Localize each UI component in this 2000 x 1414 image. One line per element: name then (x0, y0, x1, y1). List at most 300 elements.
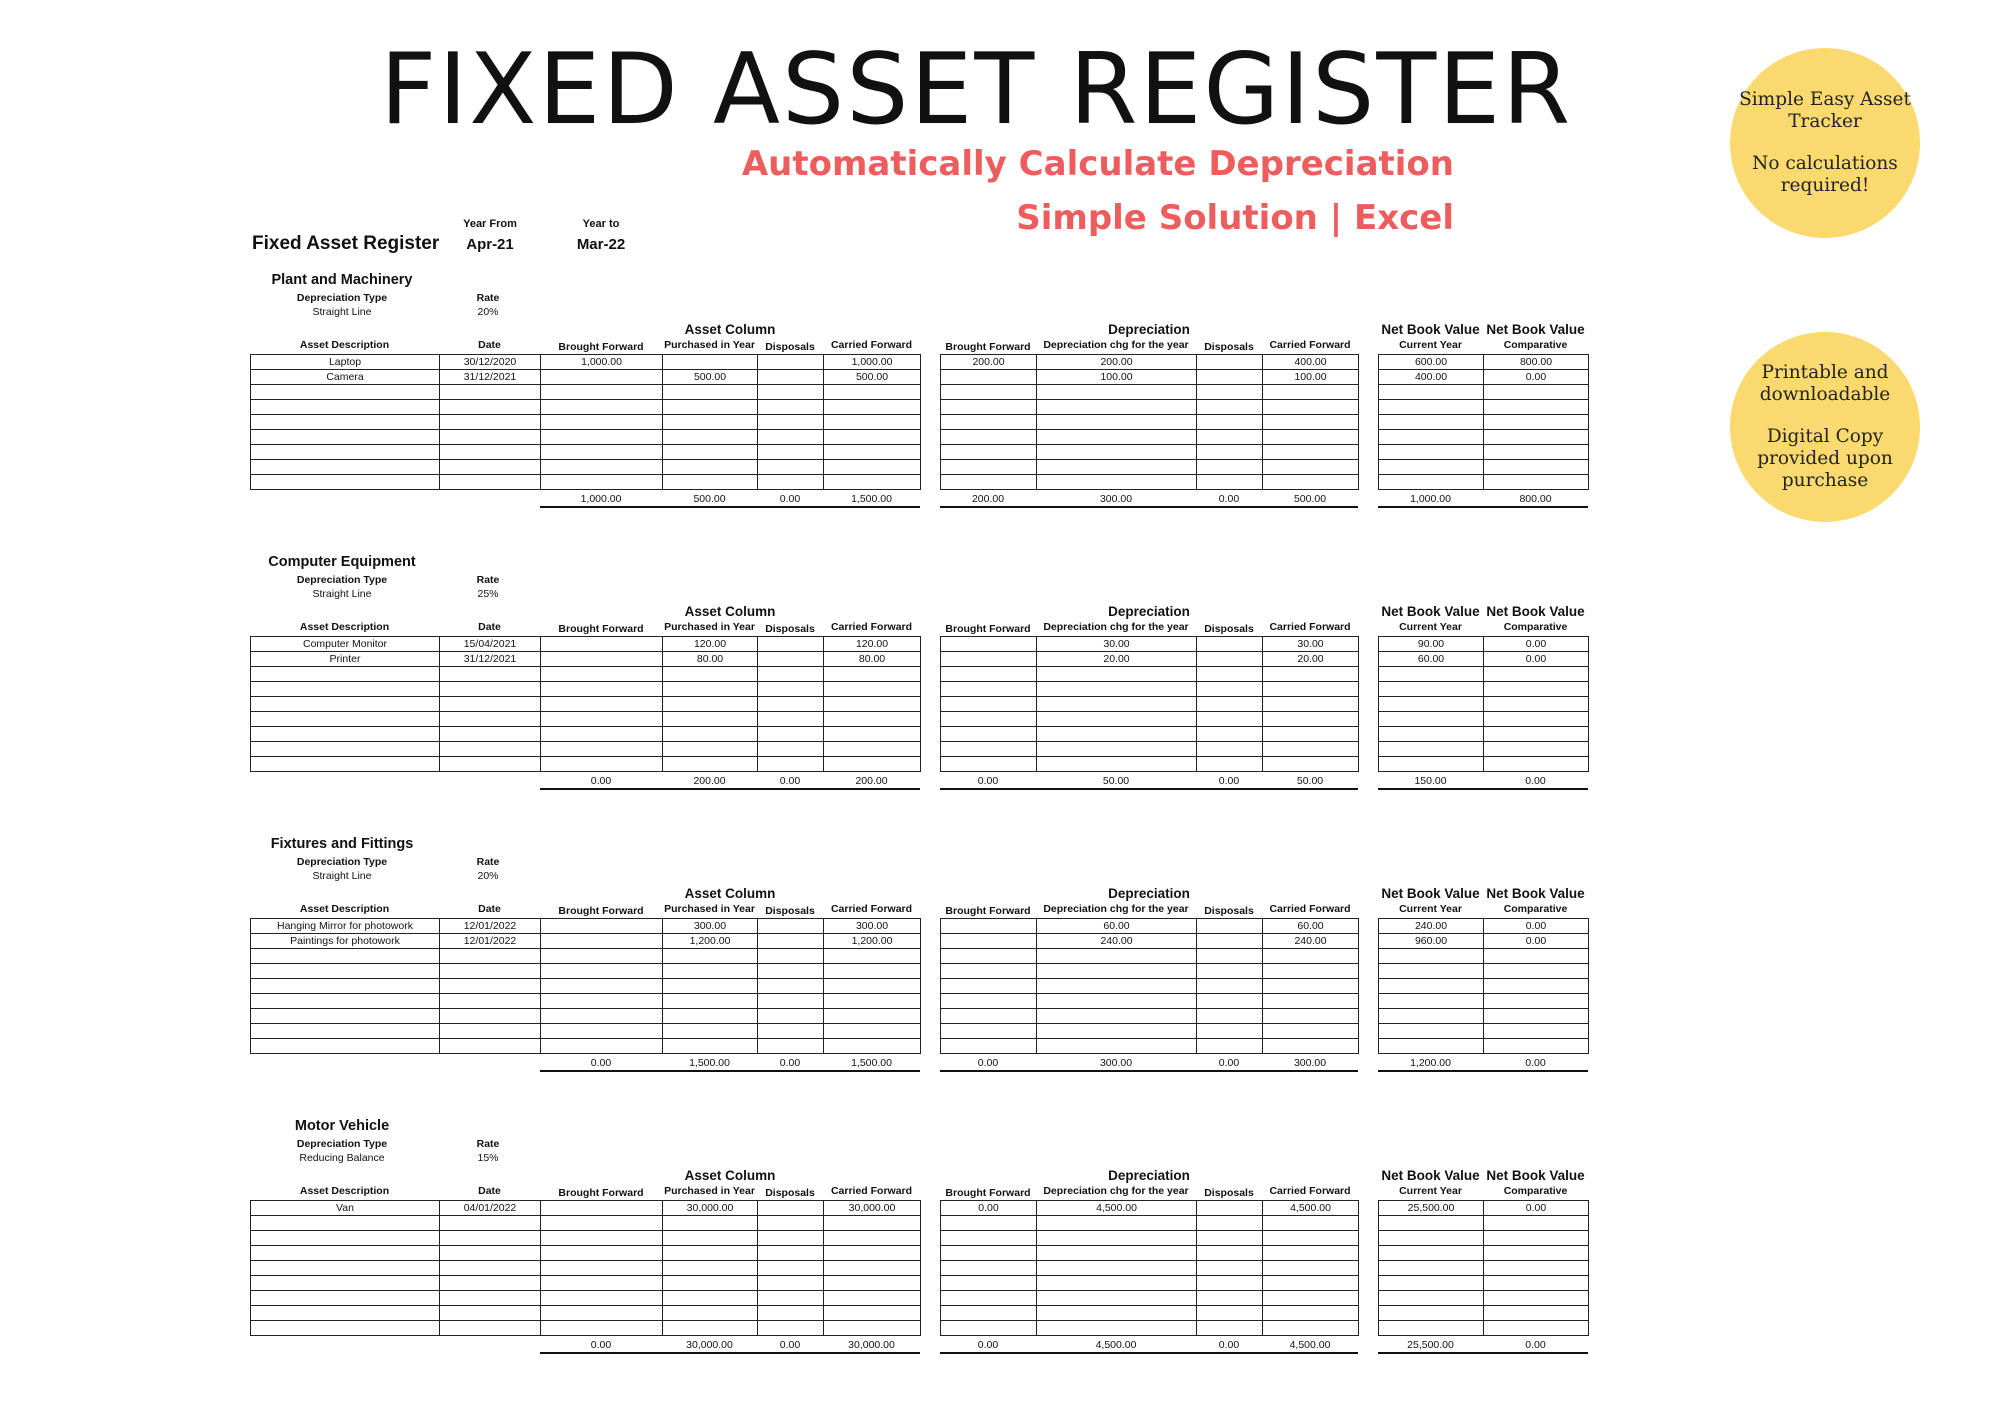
rate-label: Rate (476, 1138, 500, 1150)
table-cell (663, 445, 758, 460)
table-cell (1484, 742, 1589, 757)
table-cell (1484, 1276, 1589, 1291)
column-header: Brought Forward (558, 905, 644, 917)
table-cell (1197, 637, 1263, 652)
table-cell (663, 697, 758, 712)
table-cell (1037, 400, 1197, 415)
table-cell (758, 460, 824, 475)
table-cell: 30,000.00 (824, 1201, 921, 1216)
table-cell (758, 697, 824, 712)
table-cell (941, 415, 1037, 430)
table-cell (1379, 1291, 1484, 1306)
table-row (251, 757, 541, 772)
total-value: 0.00 (1218, 775, 1240, 787)
total-value: 0.00 (977, 1339, 999, 1351)
table-cell (941, 1306, 1037, 1321)
table-cell (251, 460, 440, 475)
rate-value: 25% (477, 588, 499, 600)
table-cell (1197, 1321, 1263, 1336)
table-cell (941, 712, 1037, 727)
table-cell (941, 652, 1037, 667)
table-cell (1197, 400, 1263, 415)
table-cell (663, 385, 758, 400)
table-row (941, 637, 1359, 652)
column-header: Date (478, 339, 501, 351)
badge-text: Digital Copy (1766, 426, 1884, 447)
asset-table (1378, 354, 1589, 490)
table-cell (541, 1039, 663, 1054)
table-row (1379, 757, 1589, 772)
table-row (941, 934, 1359, 949)
table-cell (1379, 1321, 1484, 1336)
total-value: 300.00 (1293, 1057, 1327, 1069)
total-value: 0.00 (977, 1057, 999, 1069)
table-cell: 1,000.00 (541, 355, 663, 370)
table-cell (251, 1291, 440, 1306)
table-cell (541, 979, 663, 994)
column-header: Carried Forward (1269, 339, 1351, 351)
table-cell (1037, 1246, 1197, 1261)
column-header: Asset Description (299, 339, 390, 351)
table-cell (1484, 1246, 1589, 1261)
table-cell (758, 415, 824, 430)
table-cell: 0.00 (1484, 652, 1589, 667)
table-cell (663, 1216, 758, 1231)
table-cell (1379, 757, 1484, 772)
table-row (541, 682, 921, 697)
table-row (941, 460, 1359, 475)
total-value: 30,000.00 (848, 1339, 895, 1351)
depreciation-heading: Depreciation (1108, 322, 1190, 337)
table-row (1379, 1321, 1589, 1336)
table-cell (663, 1321, 758, 1336)
table-cell: 30.00 (1037, 637, 1197, 652)
table-cell (941, 1321, 1037, 1336)
column-header: Purchased in Year (664, 1185, 755, 1197)
table-row (1379, 994, 1589, 1009)
table-cell (1263, 757, 1359, 772)
table-cell (1197, 370, 1263, 385)
table-cell (824, 742, 921, 757)
table-cell: 0.00 (1484, 934, 1589, 949)
table-cell (1263, 1024, 1359, 1039)
table-cell (663, 757, 758, 772)
table-cell (1197, 712, 1263, 727)
total-value: 0.00 (590, 1057, 612, 1069)
table-cell (758, 757, 824, 772)
table-row (251, 727, 541, 742)
table-cell (1197, 1201, 1263, 1216)
table-row (251, 712, 541, 727)
table-cell (1037, 1276, 1197, 1291)
table-row (941, 430, 1359, 445)
table-cell (1263, 430, 1359, 445)
total-value: 30,000.00 (686, 1339, 733, 1351)
table-cell (1263, 1009, 1359, 1024)
column-header: Purchased in Year (664, 903, 755, 915)
table-cell (1263, 949, 1359, 964)
totals-row (1378, 1056, 1588, 1072)
table-cell (1197, 1024, 1263, 1039)
table-cell (440, 1276, 541, 1291)
table-cell (1263, 475, 1359, 490)
badge-text: purchase (1781, 470, 1869, 491)
table-cell: Paintings for photowork (251, 934, 440, 949)
table-cell (251, 475, 440, 490)
total-value: 800.00 (1519, 493, 1552, 505)
table-row (541, 370, 921, 385)
table-cell (1197, 697, 1263, 712)
table-cell (1263, 697, 1359, 712)
table-cell: 1,200.00 (824, 934, 921, 949)
table-row (941, 697, 1359, 712)
table-row (941, 400, 1359, 415)
table-row (541, 430, 921, 445)
table-cell (941, 994, 1037, 1009)
table-row (541, 1231, 921, 1246)
table-cell (941, 682, 1037, 697)
table-cell (824, 1291, 921, 1306)
table-row (1379, 1024, 1589, 1039)
table-row (541, 919, 921, 934)
table-cell: 30,000.00 (663, 1201, 758, 1216)
column-header: Current Year (1399, 903, 1462, 915)
table-cell (941, 370, 1037, 385)
table-row (541, 979, 921, 994)
column-header: Current Year (1399, 339, 1462, 351)
table-row (941, 652, 1359, 667)
table-cell (1037, 667, 1197, 682)
table-cell (1197, 1231, 1263, 1246)
table-cell (941, 445, 1037, 460)
table-cell: 400.00 (1263, 355, 1359, 370)
table-cell (1263, 682, 1359, 697)
table-cell (663, 1024, 758, 1039)
table-cell (440, 415, 541, 430)
table-cell (1263, 964, 1359, 979)
table-cell (251, 712, 440, 727)
depreciation-type-value: Reducing Balance (299, 1152, 385, 1164)
table-row (941, 979, 1359, 994)
table-row (541, 637, 921, 652)
table-cell (758, 400, 824, 415)
total-value: 1,500.00 (689, 1057, 730, 1069)
year-from-value: Apr-21 (466, 236, 514, 253)
table-row (941, 1009, 1359, 1024)
table-cell (1037, 415, 1197, 430)
table-cell (251, 949, 440, 964)
table-cell (1263, 1261, 1359, 1276)
table-cell (758, 1231, 824, 1246)
table-row (1379, 1231, 1589, 1246)
table-cell: 04/01/2022 (440, 1201, 541, 1216)
table-cell (541, 1321, 663, 1336)
table-cell (663, 430, 758, 445)
column-header: Depreciation chg for the year (1043, 339, 1189, 351)
badge-easy-tracker (1730, 48, 1920, 238)
totals-row (1378, 1338, 1588, 1354)
table-cell (541, 1201, 663, 1216)
table-cell (541, 430, 663, 445)
table-row (1379, 1216, 1589, 1231)
totals-row (940, 1056, 1358, 1072)
table-cell (1037, 994, 1197, 1009)
total-value: 150.00 (1414, 775, 1447, 787)
table-cell (1379, 1009, 1484, 1024)
table-cell (941, 742, 1037, 757)
total-value: 1,200.00 (1410, 1057, 1451, 1069)
table-cell: 30.00 (1263, 637, 1359, 652)
table-cell (541, 994, 663, 1009)
table-cell (251, 1039, 440, 1054)
table-cell (251, 430, 440, 445)
column-header: Date (478, 1185, 501, 1197)
table-cell: 0.00 (1484, 919, 1589, 934)
table-row (541, 385, 921, 400)
total-value: 4,500.00 (1095, 1339, 1137, 1351)
table-cell (440, 1291, 541, 1306)
table-row (541, 652, 921, 667)
table-row (541, 1261, 921, 1276)
table-cell (541, 934, 663, 949)
table-cell (1037, 949, 1197, 964)
totals-row (540, 1056, 920, 1072)
asset-table (940, 1200, 1359, 1336)
asset-table (250, 918, 541, 1054)
table-cell: 240.00 (1379, 919, 1484, 934)
table-row (941, 1321, 1359, 1336)
table-row (1379, 637, 1589, 652)
depreciation-type-value: Straight Line (312, 306, 372, 318)
asset-table (1378, 636, 1589, 772)
table-row (251, 667, 541, 682)
table-cell: 300.00 (663, 919, 758, 934)
table-cell: 0.00 (1484, 370, 1589, 385)
table-cell (1037, 757, 1197, 772)
total-value: 0.00 (1525, 1057, 1546, 1069)
table-cell (251, 1246, 440, 1261)
totals-row (1378, 492, 1588, 508)
table-cell (1484, 1261, 1589, 1276)
total-value: 0.00 (779, 1339, 801, 1351)
table-row (1379, 979, 1589, 994)
column-header: Disposals (765, 623, 815, 635)
table-cell (1263, 1246, 1359, 1261)
table-cell (758, 1039, 824, 1054)
table-cell: 500.00 (824, 370, 921, 385)
table-cell (941, 979, 1037, 994)
table-cell: 4,500.00 (1263, 1201, 1359, 1216)
column-header: Brought Forward (558, 623, 644, 635)
table-cell (1484, 1024, 1589, 1039)
table-row (251, 370, 541, 385)
table-cell (1484, 964, 1589, 979)
badge-text: provided upon (1757, 448, 1893, 469)
table-cell (758, 637, 824, 652)
asset-table (250, 354, 541, 490)
table-cell (1263, 1291, 1359, 1306)
table-cell (824, 400, 921, 415)
table-cell (941, 949, 1037, 964)
total-value: 0.00 (1525, 1339, 1546, 1351)
table-row (1379, 1039, 1589, 1054)
column-header: Current Year (1399, 1185, 1462, 1197)
table-cell (758, 727, 824, 742)
table-cell (824, 979, 921, 994)
table-cell (824, 667, 921, 682)
table-cell (663, 1261, 758, 1276)
table-cell: 1,200.00 (663, 934, 758, 949)
table-cell (663, 1291, 758, 1306)
table-cell (824, 1216, 921, 1231)
table-cell: 15/04/2021 (440, 637, 541, 652)
table-cell (1197, 1039, 1263, 1054)
table-cell (251, 979, 440, 994)
table-row (541, 994, 921, 1009)
table-cell (541, 475, 663, 490)
table-cell (440, 964, 541, 979)
table-cell (440, 979, 541, 994)
table-row (541, 1024, 921, 1039)
table-cell (1379, 460, 1484, 475)
table-cell (824, 475, 921, 490)
column-header: Brought Forward (558, 1187, 644, 1199)
table-row (541, 712, 921, 727)
table-cell (541, 400, 663, 415)
table-cell (1484, 1321, 1589, 1336)
table-cell (758, 964, 824, 979)
table-cell (541, 1024, 663, 1039)
table-cell (541, 1261, 663, 1276)
table-row (1379, 430, 1589, 445)
table-cell (941, 934, 1037, 949)
table-row (1379, 712, 1589, 727)
table-cell (541, 682, 663, 697)
table-cell (663, 475, 758, 490)
table-cell (663, 1246, 758, 1261)
table-cell: 1,000.00 (824, 355, 921, 370)
table-row (1379, 949, 1589, 964)
table-cell (541, 1009, 663, 1024)
table-cell (824, 430, 921, 445)
total-value: 1,500.00 (851, 1057, 892, 1069)
total-value: 25,500.00 (1407, 1339, 1454, 1351)
table-cell (1037, 1039, 1197, 1054)
table-cell (440, 430, 541, 445)
table-row (1379, 697, 1589, 712)
total-value: 1,000.00 (580, 493, 622, 505)
table-cell (541, 1291, 663, 1306)
asset-table (540, 354, 921, 490)
nbv-comparative-heading: Net Book Value (1486, 886, 1585, 901)
table-cell (251, 1276, 440, 1291)
total-value: 50.00 (1296, 775, 1324, 787)
table-cell: 60.00 (1263, 919, 1359, 934)
table-cell (1037, 742, 1197, 757)
table-cell (1484, 400, 1589, 415)
nbv-current-heading: Net Book Value (1381, 1168, 1480, 1183)
total-value: 1,000.00 (1410, 493, 1451, 505)
table-cell (1197, 682, 1263, 697)
table-row (251, 415, 541, 430)
year-to-label: Year to (582, 218, 620, 230)
table-cell (941, 1009, 1037, 1024)
table-cell (758, 712, 824, 727)
badge-printable (1730, 332, 1920, 522)
table-cell (251, 742, 440, 757)
table-cell (1263, 400, 1359, 415)
table-cell (1037, 712, 1197, 727)
table-row (251, 1306, 541, 1321)
table-cell (941, 1231, 1037, 1246)
table-cell (824, 1306, 921, 1321)
table-cell (941, 964, 1037, 979)
table-cell: 31/12/2021 (440, 652, 541, 667)
table-cell (1037, 697, 1197, 712)
table-row (541, 460, 921, 475)
table-row (941, 1201, 1359, 1216)
rate-label: Rate (476, 574, 500, 586)
table-row (251, 652, 541, 667)
totals-row (940, 774, 1358, 790)
total-value: 4,500.00 (1289, 1339, 1331, 1351)
table-cell (758, 1246, 824, 1261)
total-value: 0.00 (590, 1339, 612, 1351)
table-cell (941, 400, 1037, 415)
subtitle-excel: Simple Solution | Excel (1016, 198, 1454, 238)
column-header: Asset Description (299, 903, 390, 915)
table-cell (440, 1306, 541, 1321)
table-row (541, 415, 921, 430)
table-cell (1379, 682, 1484, 697)
table-cell (758, 1321, 824, 1336)
table-row (541, 475, 921, 490)
table-cell (824, 964, 921, 979)
table-cell (1263, 1321, 1359, 1336)
table-row (1379, 385, 1589, 400)
table-row (251, 1024, 541, 1039)
table-cell (1263, 445, 1359, 460)
table-cell (541, 385, 663, 400)
table-row (251, 994, 541, 1009)
table-row (941, 919, 1359, 934)
table-cell (1037, 1024, 1197, 1039)
table-cell: 60.00 (1379, 652, 1484, 667)
table-row (941, 1276, 1359, 1291)
table-cell (251, 1024, 440, 1039)
page-title: FIXED ASSET REGISTER (380, 33, 1573, 147)
total-value: 0.00 (779, 493, 801, 505)
column-header: Disposals (1204, 1187, 1254, 1199)
depreciation-type-label: Depreciation Type (296, 856, 388, 868)
table-cell (1037, 1009, 1197, 1024)
table-cell (1037, 1306, 1197, 1321)
table-cell (663, 415, 758, 430)
table-cell (758, 742, 824, 757)
table-cell (1037, 460, 1197, 475)
badge-text: Tracker (1788, 111, 1862, 132)
table-row (1379, 934, 1589, 949)
table-row (541, 742, 921, 757)
asset-column-heading: Asset Column (684, 322, 776, 337)
table-cell (1263, 667, 1359, 682)
table-cell (440, 757, 541, 772)
table-row (941, 1024, 1359, 1039)
table-cell (251, 445, 440, 460)
table-row (251, 1321, 541, 1336)
table-cell (1484, 415, 1589, 430)
table-cell: Computer Monitor (251, 637, 440, 652)
